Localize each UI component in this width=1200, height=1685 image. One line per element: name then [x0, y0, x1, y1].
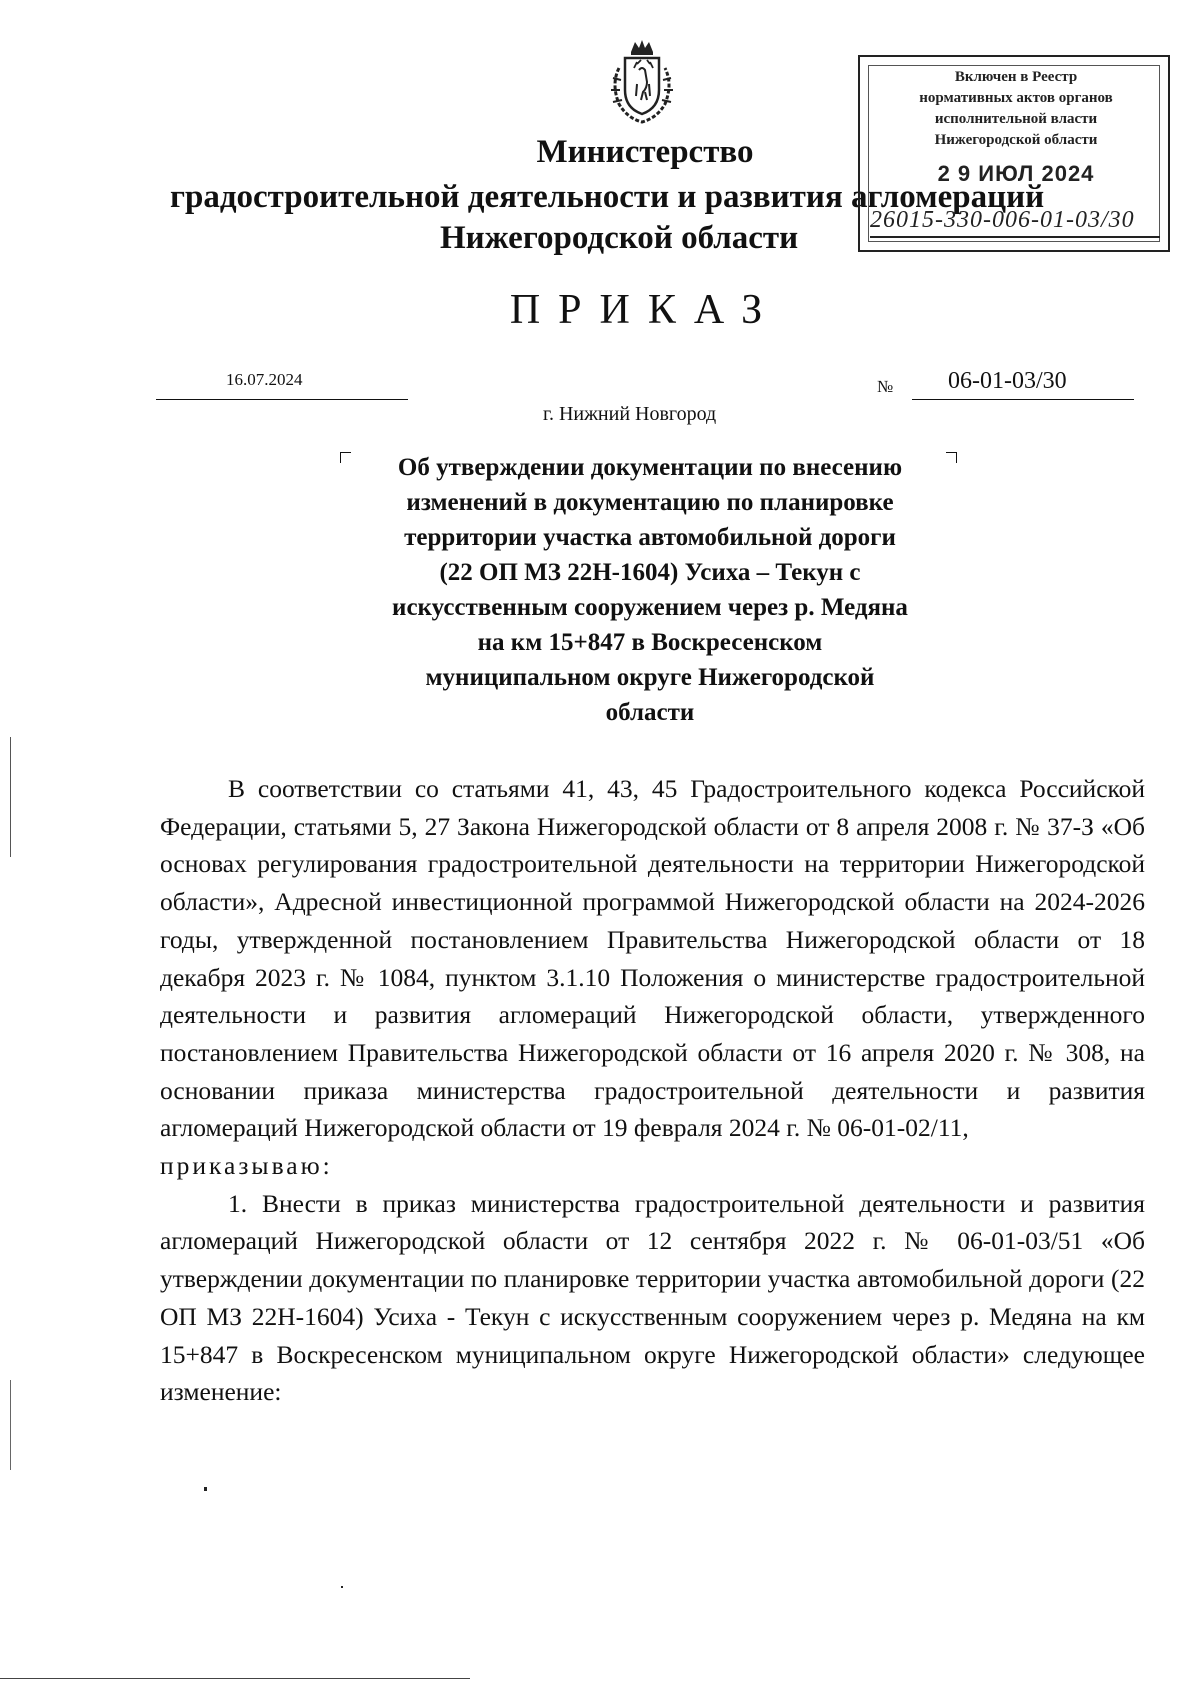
subject-line: муниципальном округе Нижегородской: [425, 664, 875, 691]
subject-line: территории участка автомобильной дороги: [404, 524, 896, 551]
order-subject: [355, 450, 945, 730]
subject-line: изменений в документацию по планировке: [406, 489, 894, 516]
order-number-label: №: [877, 377, 894, 396]
order-verb: приказываю:: [160, 1151, 333, 1181]
stamp-line: Нижегородской области: [934, 132, 1098, 148]
stamp-line: исполнительной власти: [934, 111, 1098, 127]
order-date: 16.07.2024: [226, 370, 303, 389]
coat-of-arms-emblem-icon: [601, 38, 683, 124]
stamp-date: 2 9 ИЮЛ 2024: [937, 161, 1095, 186]
bottom-rule: [0, 1678, 470, 1679]
subject-line: на км 15+847 в Воскресенском: [477, 629, 823, 656]
number-underline: [912, 399, 1134, 400]
ministry-title-line-3: Нижегородской области: [440, 220, 799, 256]
subject-line: искусственным сооружением через р. Медяна: [392, 594, 908, 621]
registry-stamp: [858, 55, 1170, 252]
ministry-title-line-1: Министерство: [536, 134, 754, 170]
order-item-1: 1. Внести в приказ министерства градостроительной деятельности и развития агломераций Нижегородской области от 12 сентября 2022 г. № 06-01-03/51 «Об утверждении документации по планировке территории участка автомобильной дороги (22 ОП МЗ 22Н-1604) Усиха - Текун с искусственным сооружением через р. Медяна на км 15+847 в Воскресенском муниципальном округе Нижегородской области» следующее изменение:: [160, 1188, 1145, 1407]
subject-bracket-left: [340, 452, 351, 463]
scan-edge-mark: [10, 737, 11, 857]
stamp-registration-number: 26015-330-006-01-03/30: [870, 207, 1160, 238]
stamp-line: нормативных актов органов: [919, 90, 1113, 106]
subject-line: Об утверждении документации по внесению: [397, 454, 903, 481]
scan-edge-mark: [10, 1380, 11, 1470]
preamble-paragraph: В соответствии со статьями 41, 43, 45 Градостроительного кодекса Российской Федерации, статьями 5, 27 Закона Нижегородской области от 8 апреля 2008 г. № 37-З «Об основах регулирования градостроительной деятельности на территории Нижегородской области», Адресной инвестиционной программой Нижегородской области на 2024-2026 годы, утвержденной постановлением Правительства Нижегородской области от 18 декабря 2023 г. № 1084, пунктом 3.1.10 Положения о министерстве градостроительной деятельности и развития агломераций Нижегородской области, утвержденного постановлением Правительства Нижегородской области от 16 апреля 2020 г. № 308, на основании приказа министерства градостроительной деятельности и развития агломераций Нижегородской области от 19 февраля 2024 г. № 06-01-02/11,: [160, 774, 1145, 1143]
scan-speck: [204, 1487, 207, 1491]
subject-line: области: [605, 699, 695, 726]
order-body: [160, 770, 1145, 1411]
stamp-line: Включен в Реестр: [954, 69, 1078, 85]
order-title: ПРИКАЗ: [509, 287, 781, 333]
date-underline: [156, 399, 408, 400]
scan-speck: [341, 1586, 343, 1588]
order-number: 06-01-03/30: [948, 368, 1067, 394]
order-city: г. Нижний Новгород: [543, 403, 717, 425]
ministry-title-line-2: градостроительной деятельности и развития агломераций: [170, 179, 1045, 215]
subject-line: (22 ОП МЗ 22Н-1604) Усиха – Текун с: [439, 559, 861, 586]
subject-bracket-right: [946, 452, 957, 463]
